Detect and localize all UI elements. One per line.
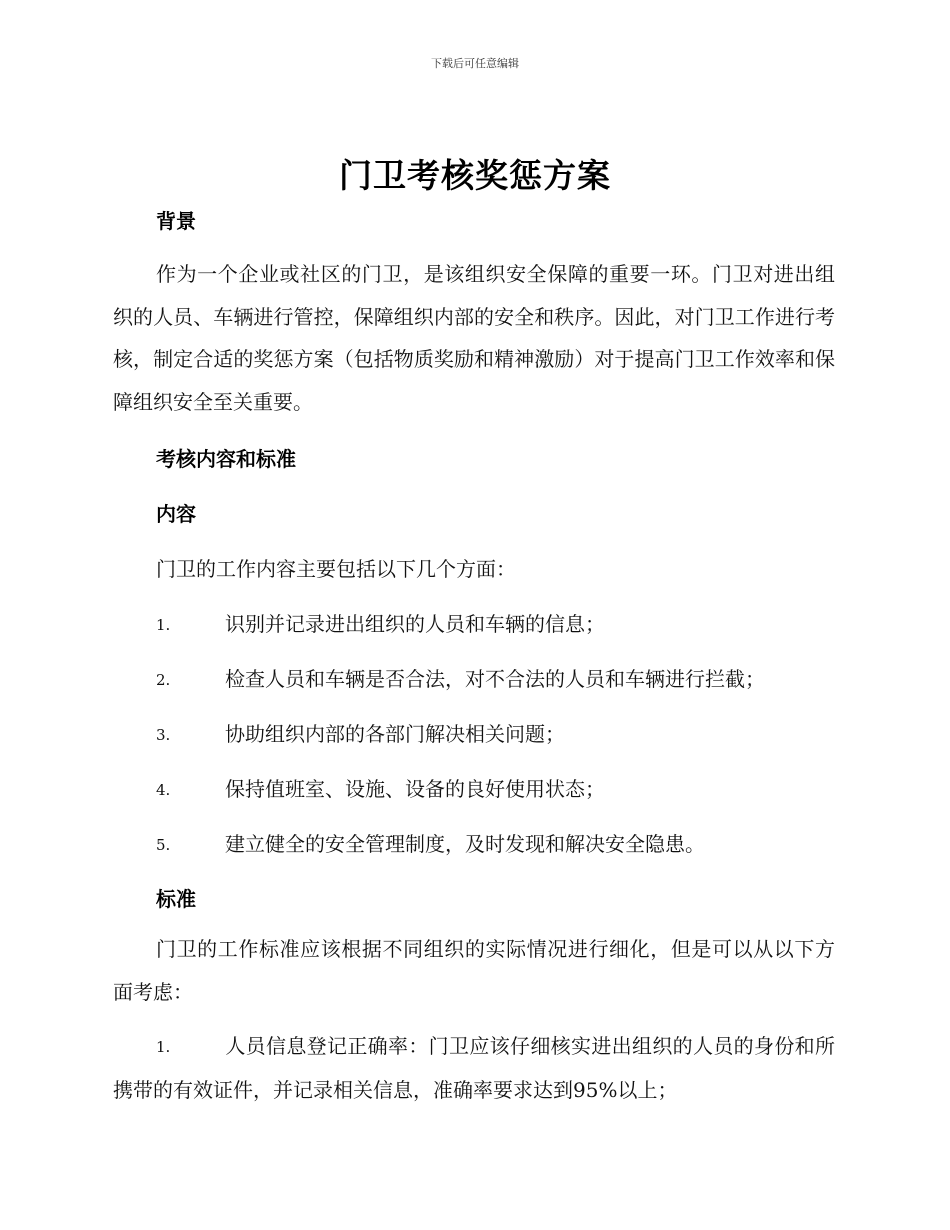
page-header-note: 下载后可任意编辑 [431,57,519,70]
list-item-number: 1. [156,1038,171,1056]
list-item-text: 识别并记录进出组织的人员和车辆的信息； [225,612,605,636]
section-heading-content: 内容 [156,502,196,526]
list-item-number: 3. [156,726,171,744]
section-heading-standard: 标准 [156,887,196,911]
list-item-number: 2. [156,671,171,689]
section-heading-assessment: 考核内容和标准 [156,447,296,471]
list-item-number: 5. [156,836,171,854]
list-item [156,663,765,692]
list-item [156,608,605,637]
list-item-text: 人员信息登记正确率：门卫应该仔细核实进出组织的人员的身份和所携带的有效证件，并记录相关信息，准确率要求达到95%以上； [113,1034,835,1102]
list-item-text: 保持值班室、设施、设备的良好使用状态； [225,777,605,801]
list-item-text: 建立健全的安全管理制度，及时发现和解决安全隐患。 [225,832,705,856]
background-paragraph: 作为一个企业或社区的门卫，是该组织安全保障的重要一环。门卫对进出组织的人员、车辆进行管控，保障组织内部的安全和秩序。因此，对门卫工作进行考核，制定合适的奖惩方案（包括物质奖励和精神激励）对于提高门卫工作效率和保障组织安全至关重要。 [113,262,835,414]
list-item-number: 1. [156,616,171,634]
list-item [156,828,705,857]
content-intro: 门卫的工作内容主要包括以下几个方面： [156,557,516,581]
standard-intro-paragraph: 门卫的工作标准应该根据不同组织的实际情况进行细化，但是可以从以下方面考虑： [113,937,835,1004]
list-item-number: 4. [156,781,171,799]
document-title: 门卫考核奖惩方案 [339,156,611,195]
list-item [156,773,605,802]
list-item-text: 协助组织内部的各部门解决相关问题； [225,722,565,746]
section-heading-background: 背景 [156,209,196,233]
list-item [156,718,565,747]
list-item-text: 检查人员和车辆是否合法，对不合法的人员和车辆进行拦截； [225,667,765,691]
list-item [113,1025,835,1111]
